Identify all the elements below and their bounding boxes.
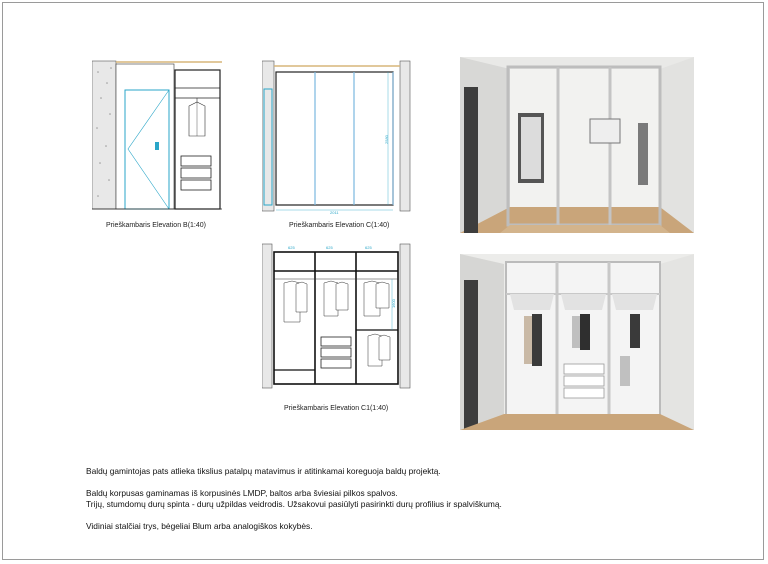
height-dimension: 2580 <box>384 135 389 144</box>
render-open-interior <box>460 254 694 430</box>
width-dimension: 2011 <box>330 210 339 215</box>
wardrobe-front <box>276 72 393 205</box>
elevation-b-drawing <box>92 58 222 214</box>
wall-section-left <box>262 244 272 388</box>
elevation-c1-drawing <box>262 242 412 392</box>
wall-section-right <box>400 244 410 388</box>
note-sliding-doors: Trijų, stumdomų durų spinta - durų užpildas veidrodis. Užsakovui pasiūlyti pasirinkti durų profilius ir spalviškumą. <box>86 499 502 509</box>
note-measurements: Baldų gamintojas pats atlieka tikslius patalpų matavimus ir atitinkamai koreguoja baldų projektą. <box>86 466 441 476</box>
render-closed-doors <box>460 57 694 233</box>
dark-door-frame <box>464 280 478 430</box>
section-width-1: 625 <box>288 245 295 250</box>
section-width-2: 625 <box>326 245 333 250</box>
wardrobe-side-section <box>175 70 220 209</box>
note-drawers: Vidiniai stalčiai trys, bėgeliai Blum arba analogiškos kokybės. <box>86 521 313 531</box>
dark-door-frame <box>464 87 478 233</box>
reflected-window <box>590 119 620 143</box>
note-carcass: Baldų korpusas gaminamas iš korpusinės LMDP, baltos arba šviesiai pilkos spalvos. <box>86 488 398 498</box>
drawer-3 <box>564 388 604 398</box>
project-notes <box>86 466 502 532</box>
elevation-c1-caption: Prieškambaris Elevation C1(1:40) <box>284 405 389 412</box>
section-width-3: 625 <box>365 245 372 250</box>
wall-section-left <box>92 61 116 209</box>
drawer-2 <box>564 376 604 386</box>
section-height: 1600 <box>391 299 396 308</box>
elevation-c-caption: Prieškambaris Elevation C(1:40) <box>289 222 390 229</box>
elevation-c-drawing <box>262 58 412 216</box>
door-handle-icon <box>155 142 159 150</box>
elevation-b-caption: Prieškambaris Elevation B(1:40) <box>106 222 206 229</box>
drawer-1 <box>564 364 604 374</box>
wall-section-right <box>400 61 410 211</box>
